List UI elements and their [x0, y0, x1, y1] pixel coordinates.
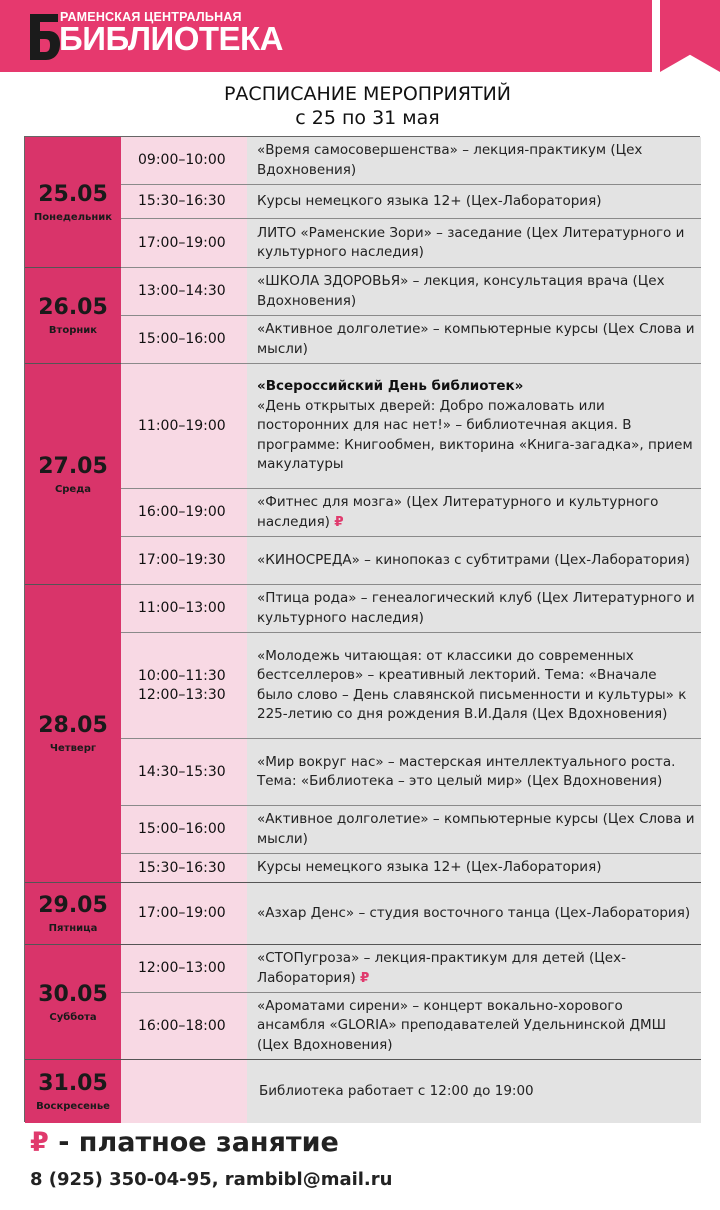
day-weekday: Понедельник	[33, 211, 113, 223]
event-description: «СТОПугроза» – лекция-практикум для детей (Цех-Лаборатория) ₽	[247, 945, 701, 992]
day-date: 26.05	[38, 295, 108, 320]
event-time: 14:30–15:30	[121, 739, 247, 805]
event-description: «Активное долголетие» – компьютерные курсы (Цех Слова и мысли)	[247, 806, 701, 853]
event-description: Библиотека работает с 12:00 до 19:00	[247, 1060, 701, 1123]
event-row	[121, 185, 701, 219]
day-cell	[25, 268, 121, 364]
event-time: 15:00–16:00	[121, 316, 247, 363]
day-date: 25.05	[38, 181, 108, 207]
logo-title: БИБЛИОТЕКА	[59, 20, 284, 57]
event-row	[121, 854, 701, 883]
day-date: 27.05	[38, 453, 108, 479]
event-row	[121, 364, 701, 489]
day-cell	[25, 883, 121, 945]
paid-ruble-icon: ₽	[360, 969, 370, 986]
event-row	[121, 739, 701, 806]
paid-ruble-icon: ₽	[334, 513, 344, 530]
event-time: 12:00–13:00	[121, 945, 247, 992]
day-weekday: Вторник	[48, 325, 98, 336]
legend-text: - платное занятие	[48, 1127, 339, 1158]
event-description: «Ароматами сирени» – концерт вокально-хорового ансамбля «GLORIA» преподавателей Удельнинской ДМШ (Цех Вдохновения)	[247, 993, 701, 1059]
event-description: «Птица рода» – генеалогический клуб (Цех Литературного и культурного наследия)	[247, 585, 701, 632]
page-date-range: с 25 по 31 мая	[295, 107, 440, 129]
page-title: РАСПИСАНИЕ МЕРОПРИЯТИЙ	[223, 83, 512, 105]
day-date: 31.05	[38, 1071, 108, 1096]
event-description: Курсы немецкого языка 12+ (Цех-Лаборатория)	[247, 854, 701, 882]
day-cell	[25, 585, 121, 883]
event-row	[121, 993, 701, 1060]
bookmark-ribbon	[660, 0, 720, 72]
day-date: 30.05	[38, 981, 108, 1007]
ruble-icon: ₽	[30, 1127, 49, 1158]
day-weekday: Среда	[54, 483, 92, 495]
event-row	[121, 806, 701, 854]
event-row	[121, 537, 701, 585]
paid-legend	[30, 1127, 339, 1158]
day-weekday: Воскресенье	[36, 1101, 110, 1112]
event-time: 15:00–16:00	[121, 806, 247, 853]
event-time: 17:00–19:00	[121, 883, 247, 944]
event-description: «Всероссийский День библиотек» «День открытых дверей: Добро пожаловать или посторонних для нас нет!» – библиотечная акция. В программе: Книгообмен, викторина «Книга-загадка», прием макулатуры	[247, 364, 701, 488]
event-description: «Фитнес для мозга» (Цех Литературного и культурного наследия) ₽	[247, 489, 701, 536]
event-description: «Мир вокруг нас» – мастерская интеллектуального роста. Тема: «Библиотека – это целый мир» (Цех Вдохновения)	[247, 739, 701, 805]
event-heading: «Всероссийский День библиотек»	[257, 378, 524, 395]
event-row	[121, 1060, 701, 1123]
day-cell	[25, 1060, 121, 1123]
event-row	[121, 316, 701, 364]
day-weekday: Четверг	[49, 743, 97, 754]
contact-info: 8 (925) 350-04-95, rambibl@mail.ru	[30, 1169, 393, 1190]
event-description: «Молодежь читающая: от классики до современных бестселлеров» – креативный лекторий. Тема: «Вначале было слово – День славянской письменности и культуры» к 225-летию со дня рождения В.И.Даля (Цех Вдохновения)	[247, 633, 701, 738]
event-time: 15:30–16:30	[121, 185, 247, 218]
event-row	[121, 219, 701, 268]
event-row	[121, 137, 701, 185]
day-cell	[25, 945, 121, 1060]
event-description: «Активное долголетие» – компьютерные курсы (Цех Слова и мысли)	[247, 316, 701, 363]
event-description: «КИНОСРЕДА» – кинопоказ с субтитрами (Цех-Лаборатория)	[247, 537, 701, 584]
event-row	[121, 585, 701, 633]
event-row	[121, 883, 701, 945]
event-time: 11:00–19:00	[121, 364, 247, 488]
event-time: 17:00–19:30	[121, 537, 247, 584]
event-time: 16:00–18:00	[121, 993, 247, 1059]
event-row	[121, 945, 701, 993]
event-description: ЛИТО «Раменские Зори» – заседание (Цех Литературного и культурного наследия)	[247, 219, 701, 267]
event-time: 09:00–10:00	[121, 137, 247, 184]
event-time: 15:30–16:30	[121, 854, 247, 882]
event-row	[121, 489, 701, 537]
event-time: 13:00–14:30	[121, 268, 247, 315]
day-cell	[25, 364, 121, 585]
schedule-table	[24, 136, 700, 1122]
event-description: «Время самосовершенства» – лекция-практикум (Цех Вдохновения)	[247, 137, 701, 184]
event-time: 17:00–19:00	[121, 219, 247, 267]
event-description: Курсы немецкого языка 12+ (Цех-Лаборатория)	[247, 185, 701, 218]
event-description: «Азхар Денс» – студия восточного танца (Цех-Лаборатория)	[247, 883, 701, 944]
event-time: 11:00–13:00	[121, 585, 247, 632]
event-time: 16:00–19:00	[121, 489, 247, 536]
day-weekday: Суббота	[49, 1011, 97, 1023]
event-time	[121, 1060, 247, 1123]
logo-subtitle: РАМЕНСКАЯ ЦЕНТРАЛЬНАЯ	[60, 10, 242, 24]
event-row	[121, 633, 701, 739]
day-date: 28.05	[38, 713, 108, 738]
logo-letter-icon	[28, 14, 60, 60]
event-description: «ШКОЛА ЗДОРОВЬЯ» – лекция, консультация врача (Цех Вдохновения)	[247, 268, 701, 315]
event-time: 10:00–11:30 12:00–13:30	[121, 633, 247, 738]
day-date: 29.05	[38, 893, 108, 918]
day-weekday: Пятница	[48, 923, 98, 934]
event-row	[121, 268, 701, 316]
day-cell	[25, 137, 121, 268]
